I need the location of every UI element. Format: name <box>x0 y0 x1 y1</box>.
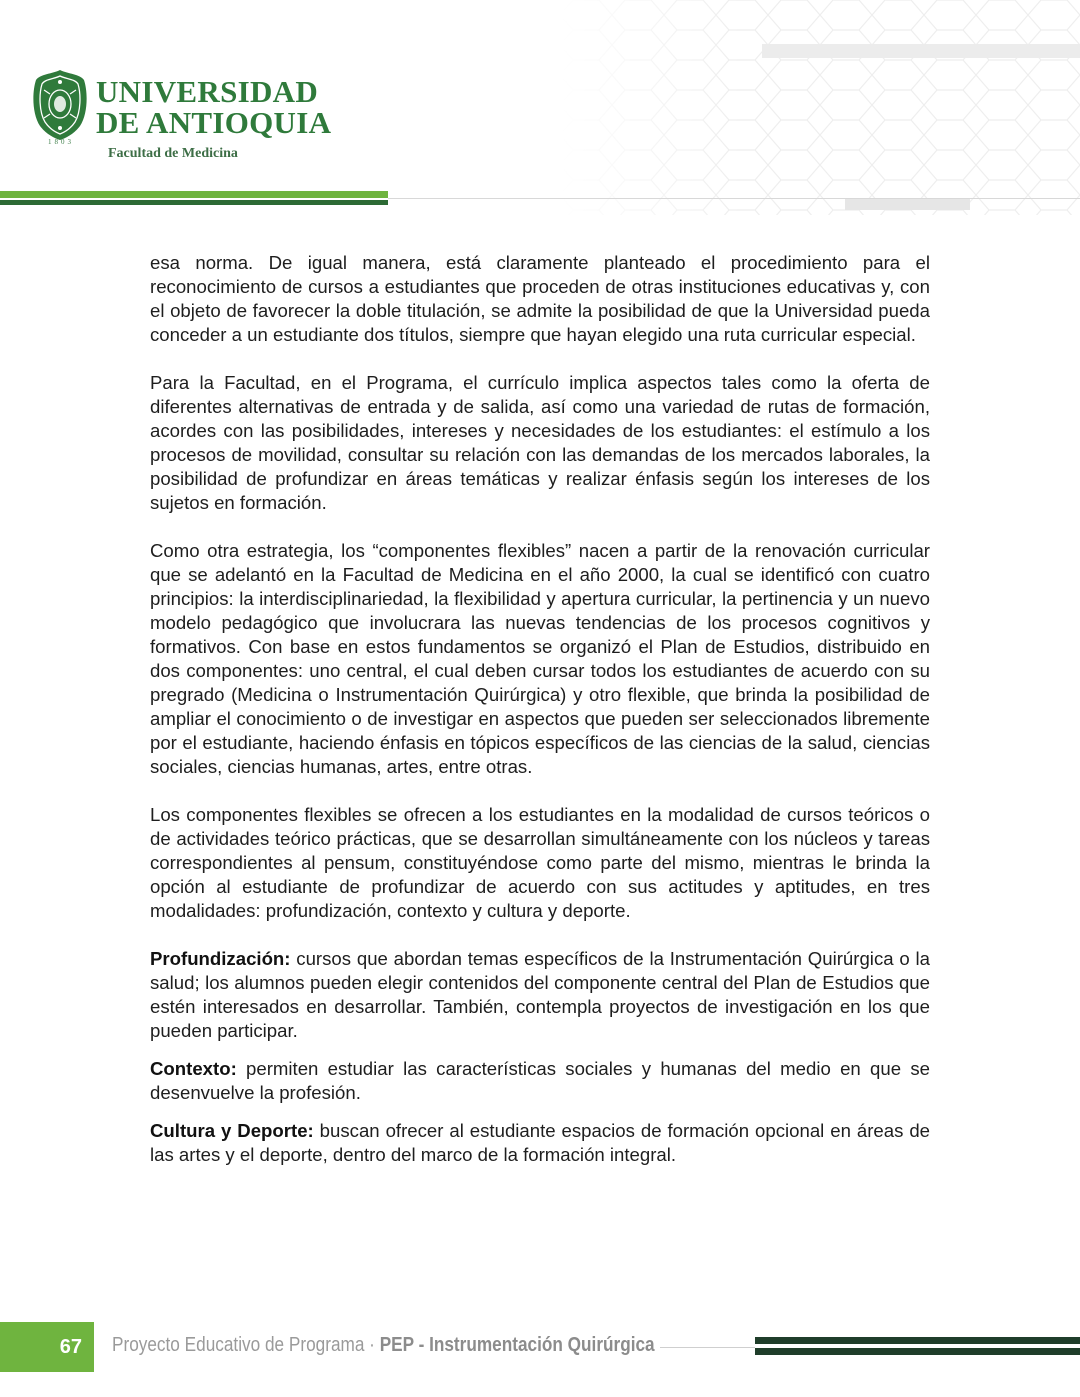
page-header <box>0 0 1080 215</box>
header-divider-line <box>388 198 1080 199</box>
founding-year: 1803 <box>48 138 74 146</box>
definition-profundizacion <box>150 947 930 1043</box>
footer-title-bold: PEP - Instrumentación Quirúrgica <box>379 1334 655 1356</box>
footer-divider-line <box>660 1347 755 1348</box>
document-body <box>150 251 930 1167</box>
footer-title-regular: Proyecto Educativo de Programa · <box>112 1334 380 1356</box>
paragraph-1: esa norma. De igual manera, está claramente planteado el procedimiento para el reconocimiento de cursos a estudiantes que proceden de otras instituciones educativas y, con el objeto de favorecer la doble titulación, se admite la posibilidad de que la Universidad pueda conceder a un estudiante dos títulos, siempre que hayan elegido una ruta curricular especial. <box>150 252 930 345</box>
definition-term: Contexto: <box>150 1058 237 1079</box>
university-name <box>96 76 331 138</box>
hexagon-pattern-background <box>560 0 1080 215</box>
footer-dark-bar-top <box>755 1337 1080 1344</box>
definition-text: cursos que abordan temas específicos de la Instrumentación Quirúrgica o la salud; los alumnos pueden elegir contenidos del componente central del Plan de Estudios que estén interesados en desarrollar. También, contempla proyectos de investigación en los que pueden participar. <box>150 948 930 1041</box>
university-name-line1: UNIVERSIDAD <box>96 74 319 109</box>
header-dark-bar <box>0 200 388 205</box>
definition-cultura-deporte <box>150 1119 930 1167</box>
header-accent-bar <box>0 191 388 198</box>
header-gray-band <box>762 44 1080 58</box>
definition-text: buscan ofrecer al estudiante espacios de formación opcional en áreas de las artes y el deporte, dentro del marco de la formación integral. <box>150 1120 930 1165</box>
paragraph-3: Como otra estrategia, los “componentes flexibles” nacen a partir de la renovación curricular que se adelantó en la Facultad de Medicina en el año 2000, la cual se identificó con cuatro principios: la interdisciplinariedad, la flexibilidad y apertura curricular, la pertinencia y un nuevo modelo pedagógico que involucrara las nuevas tendencias de los procesos cognitivos y formativos. Con base en estos fundamentos se organizó el Plan de Estudios, distribuido en dos componentes: uno central, el cual deben cursar todos los estudiantes de acuerdo con su pregrado (Medicina o Instrumentación Quirúrgica) y otro flexible, que brinda la posibilidad de ampliar el conocimiento o de investigar en aspectos que pueden ser seleccionados libremente por el estudiante, haciendo énfasis en tópicos específicos de las ciencias de la salud, ciencias sociales, ciencias humanas, artes, entre otras. <box>150 540 930 777</box>
faculty-name: Facultad de Medicina <box>108 146 238 161</box>
definition-text: permiten estudiar las características sociales y humanas del medio en que se desenvuelve la profesión. <box>150 1058 930 1103</box>
paragraph-4: Los componentes flexibles se ofrecen a los estudiantes en la modalidad de cursos teóricos o de actividades teórico prácticas, que se desarrollan simultáneamente con los núcleos y tareas correspondientes al pensum, constituyéndose como parte del mismo, mientras le brinda la opción al estudiante de profundizar de acuerdo con sus actitudes y aptitudes, en tres modalidades: profundización, contexto y cultura y deporte. <box>150 804 930 921</box>
definition-term: Cultura y Deporte: <box>150 1120 314 1141</box>
university-seal-icon <box>30 68 90 142</box>
footer-dark-bar-bottom <box>755 1348 1080 1355</box>
footer-title <box>112 1334 655 1357</box>
page-number: 67 <box>59 1336 82 1358</box>
paragraph-2: Para la Facultad, en el Programa, el currículo implica aspectos tales como la oferta de diferentes alternativas de entrada y de salida, así como una variedad de rutas de formación, acordes con las posibilidades, intereses y necesidades de los estudiantes: el estímulo a los procesos de movilidad, consultar su relación con las demandas de los mercados laborales, la posibilidad de profundizar en áreas temáticas y realizar énfasis según los intereses de los sujetos en formación. <box>150 372 930 513</box>
definition-term: Profundización: <box>150 948 291 969</box>
definition-contexto <box>150 1057 930 1105</box>
university-name-line2: DE ANTIOQUIA <box>96 105 332 140</box>
header-gray-tab <box>845 198 970 210</box>
